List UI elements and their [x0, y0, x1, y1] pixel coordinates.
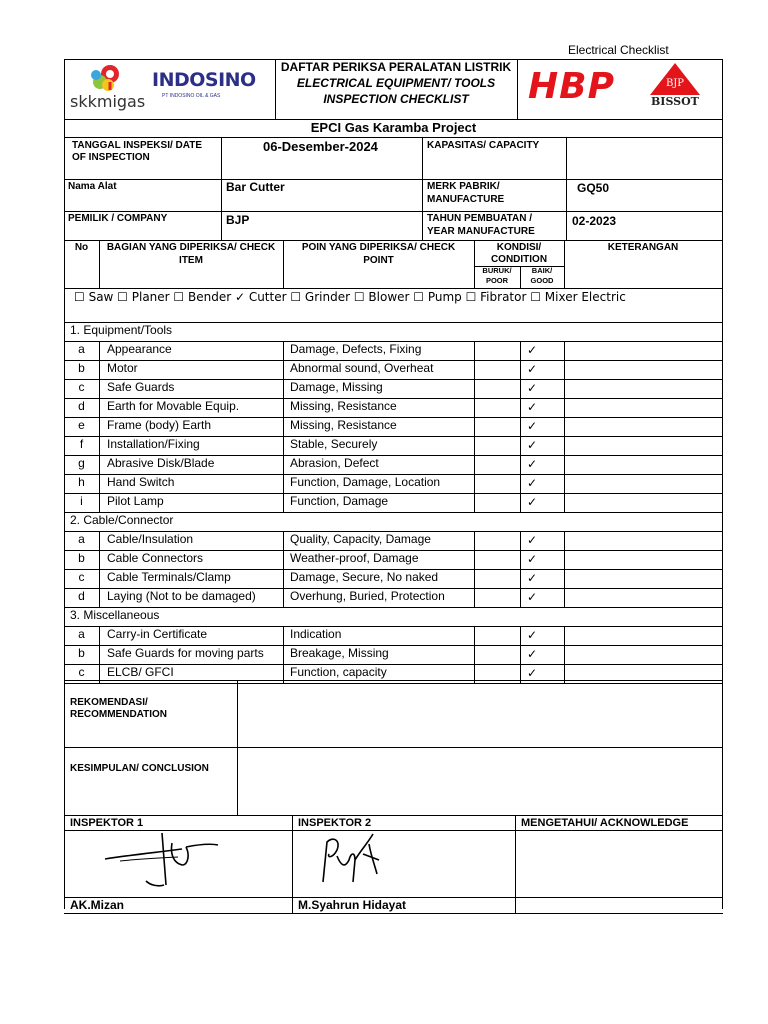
title-line-1: DAFTAR PERIKSA PERALATAN LISTRIK — [280, 60, 512, 74]
table-row-good-check[interactable]: ✓ — [527, 533, 538, 547]
table-row-point: Damage, Missing — [290, 380, 383, 394]
cell-border — [520, 379, 521, 398]
cell-border — [283, 645, 284, 664]
table-row-point: Stable, Securely — [290, 437, 378, 451]
cell-border — [283, 436, 284, 455]
cell-border — [564, 474, 565, 493]
cell-border — [474, 360, 475, 379]
table-row-no: b — [78, 361, 85, 375]
table-row-item: Hand Switch — [107, 475, 175, 489]
table-row-no: e — [78, 418, 85, 432]
skkmigas-text: skkmigas — [70, 92, 146, 111]
cell-border — [474, 379, 475, 398]
table-row-no: h — [78, 475, 85, 489]
table-row-no: c — [78, 380, 85, 394]
col-no-header: No — [74, 242, 89, 253]
table-row-no: b — [78, 551, 85, 565]
table-row-point: Function, Damage — [290, 494, 389, 508]
cell-border — [283, 588, 284, 607]
project-title: EPCI Gas Karamba Project — [310, 120, 477, 135]
table-row-item: Motor — [107, 361, 138, 375]
cell-border — [520, 474, 521, 493]
cell-border — [474, 626, 475, 645]
col-point-header-2: POINT — [363, 255, 394, 266]
tool-value: Bar Cutter — [226, 180, 285, 194]
manufacturer-label-2: MANUFACTURE — [427, 194, 505, 205]
recommendation-label-2: RECOMMENDATION — [70, 709, 168, 720]
table-row-item: Safe Guards — [107, 380, 175, 394]
cell-border — [283, 360, 284, 379]
table-row-good-check[interactable]: ✓ — [527, 628, 538, 642]
cell-border — [520, 341, 521, 360]
title-line-3: INSPECTION CHECKLIST — [323, 92, 469, 106]
cell-border — [520, 550, 521, 569]
cell-border — [564, 379, 565, 398]
table-row-good-check[interactable]: ✓ — [527, 647, 538, 661]
bissot-text: BISSOT — [651, 95, 699, 108]
table-row-good-check[interactable]: ✓ — [527, 571, 538, 585]
table-row-item: Installation/Fixing — [107, 437, 200, 451]
table-row-no: d — [78, 589, 85, 603]
owner-value: BJP — [226, 213, 250, 227]
cell-border — [99, 436, 100, 455]
cell-border — [99, 417, 100, 436]
hbp-logo: HBP — [528, 66, 615, 107]
table-row-no: f — [79, 437, 84, 451]
table-row-no: d — [78, 399, 85, 413]
cell-border — [564, 436, 565, 455]
cell-border — [99, 550, 100, 569]
table-row-good-check[interactable]: ✓ — [527, 438, 538, 452]
acknowledge-label: MENGETAHUI/ ACKNOWLEDGE — [521, 817, 689, 829]
cell-border — [474, 341, 475, 360]
skkmigas-logo — [68, 60, 152, 116]
cell-border — [283, 626, 284, 645]
date-value: 06-Desember-2024 — [263, 139, 378, 154]
table-row-good-check[interactable]: ✓ — [527, 552, 538, 566]
conclusion-label: KESIMPULAN/ CONCLUSION — [70, 763, 209, 774]
table-row-good-check[interactable]: ✓ — [527, 381, 538, 395]
year-label-2: YEAR MANUFACTURE — [427, 226, 535, 237]
cell-border — [283, 417, 284, 436]
cell-border — [564, 360, 565, 379]
section-title: 3. Miscellaneous — [70, 608, 160, 622]
table-row-item: Cable Terminals/Clamp — [107, 570, 231, 584]
cell-border — [99, 531, 100, 550]
table-row-item: Laying (Not to be damaged) — [107, 589, 256, 603]
cell-border — [474, 493, 475, 512]
indosino-text: INDOSINO — [152, 69, 256, 91]
cell-border — [564, 626, 565, 645]
cell-border — [564, 398, 565, 417]
cell-border — [283, 341, 284, 360]
cell-border — [474, 474, 475, 493]
cell-border — [283, 398, 284, 417]
table-row-point: Damage, Secure, No naked — [290, 570, 439, 584]
indosino-subtitle: PT INDOSINO OIL & GAS — [162, 93, 221, 99]
table-row-item: Frame (body) Earth — [107, 418, 212, 432]
col-good-header-1: BAIK/ — [531, 266, 553, 275]
table-row-good-check[interactable]: ✓ — [527, 419, 538, 433]
table-row-point: Overhung, Buried, Protection — [290, 589, 445, 603]
table-row-point: Weather-proof, Damage — [290, 551, 419, 565]
table-row-item: Abrasive Disk/Blade — [107, 456, 215, 470]
cell-border — [520, 626, 521, 645]
cell-border — [99, 341, 100, 360]
table-row-no: c — [78, 570, 85, 584]
cell-border — [474, 588, 475, 607]
date-label-1: TANGGAL INSPEKSI/ DATE — [72, 140, 203, 151]
section-title: 2. Cable/Connector — [70, 513, 174, 527]
inspector2-label: INSPEKTOR 2 — [298, 817, 372, 829]
cell-border — [99, 455, 100, 474]
year-label-1: TAHUN PEMBUATAN / — [427, 213, 532, 224]
table-row-point: Abnormal sound, Overheat — [290, 361, 434, 375]
table-row-point: Function, capacity — [290, 665, 387, 679]
col-item-header-1: BAGIAN YANG DIPERIKSA/ CHECK — [106, 242, 276, 253]
row-divider — [64, 683, 723, 684]
cell-border — [99, 474, 100, 493]
table-row-point: Missing, Resistance — [290, 418, 397, 432]
equipment-type-options: ☐ Saw ☐ Planer ☐ Bender ✓ Cutter ☐ Grinder ☐ Blower ☐ Pump ☐ Fibrator ☐ Mixer Electric — [74, 290, 626, 304]
inspector1-signature-icon — [100, 825, 230, 895]
col-remarks-header: KETERANGAN — [607, 242, 679, 253]
table-row-point: Damage, Defects, Fixing — [290, 342, 422, 356]
table-row-no: c — [78, 665, 85, 679]
cell-border — [520, 569, 521, 588]
table-row-good-check[interactable]: ✓ — [527, 495, 538, 509]
cell-border — [99, 360, 100, 379]
cell-border — [283, 474, 284, 493]
tool-label: Nama Alat — [68, 181, 117, 192]
table-row-no: a — [78, 342, 85, 356]
inspector1-name: AK.Mizan — [70, 898, 124, 912]
table-row-item: Carry-in Certificate — [107, 627, 208, 641]
section-title: 1. Equipment/Tools — [70, 323, 173, 337]
cell-border — [564, 550, 565, 569]
table-row-good-check[interactable]: ✓ — [527, 362, 538, 376]
cell-border — [99, 379, 100, 398]
col-point-header-1: POIN YANG DIPERIKSA/ CHECK — [301, 242, 456, 253]
cell-border — [283, 569, 284, 588]
table-row-item: ELCB/ GFCI — [107, 665, 174, 679]
cell-border — [474, 455, 475, 474]
col-condition-header-1: KONDISI/ — [496, 242, 542, 253]
cell-border — [474, 569, 475, 588]
col-good-header-2: GOOD — [530, 276, 554, 285]
cell-border — [520, 417, 521, 436]
table-row-no: b — [78, 646, 85, 660]
owner-label: PEMILIK / COMPANY — [68, 213, 168, 224]
cell-border — [283, 455, 284, 474]
cell-border — [474, 398, 475, 417]
col-item-header-2: ITEM — [179, 255, 203, 266]
cell-border — [564, 569, 565, 588]
inspector1-label: INSPEKTOR 1 — [70, 817, 144, 829]
indosino-logo — [152, 69, 256, 110]
cell-border — [520, 360, 521, 379]
recommendation-label-1: REKOMENDASI/ — [70, 697, 148, 708]
cell-border — [520, 398, 521, 417]
inspector2-name: M.Syahrun Hidayat — [298, 898, 407, 912]
cell-border — [474, 645, 475, 664]
table-row-no: i — [80, 494, 83, 508]
date-label-2: OF INSPECTION — [72, 152, 150, 163]
table-row-no: g — [78, 456, 85, 470]
table-row-point: Breakage, Missing — [290, 646, 389, 660]
cell-border — [99, 569, 100, 588]
cell-border — [99, 645, 100, 664]
table-row-good-check[interactable]: ✓ — [527, 343, 538, 357]
table-row-item: Cable/Insulation — [107, 532, 194, 546]
cell-border — [99, 626, 100, 645]
cell-border — [474, 550, 475, 569]
cell-border — [564, 645, 565, 664]
cell-border — [564, 417, 565, 436]
table-row-item: Earth for Movable Equip. — [107, 399, 240, 413]
page-label: Electrical Checklist — [568, 43, 669, 57]
cell-border — [520, 455, 521, 474]
manufacturer-value: GQ50 — [577, 181, 610, 195]
cell-border — [283, 550, 284, 569]
col-poor-header-2: POOR — [485, 276, 509, 285]
table-row-good-check[interactable]: ✓ — [527, 590, 538, 604]
capacity-label: KAPASITAS/ CAPACITY — [427, 140, 540, 151]
cell-border — [520, 493, 521, 512]
table-row-point: Quality, Capacity, Damage — [290, 532, 431, 546]
table-row-no: a — [78, 627, 85, 641]
cell-border — [520, 588, 521, 607]
table-row-point: Indication — [290, 627, 342, 641]
cell-border — [474, 531, 475, 550]
cell-border — [99, 493, 100, 512]
table-row-good-check[interactable]: ✓ — [527, 666, 538, 680]
cell-border — [283, 379, 284, 398]
table-row-point: Abrasion, Defect — [290, 456, 379, 470]
table-row-point: Missing, Resistance — [290, 399, 397, 413]
cell-border — [520, 531, 521, 550]
cell-border — [564, 588, 565, 607]
cell-border — [283, 493, 284, 512]
row-divider — [64, 607, 723, 608]
bjp-badge-text: BJP — [665, 78, 685, 89]
table-row-good-check[interactable]: ✓ — [527, 476, 538, 490]
year-value: 02-2023 — [572, 214, 617, 228]
col-poor-header-1: BURUK/ — [482, 266, 512, 275]
cell-border — [99, 588, 100, 607]
cell-border — [520, 436, 521, 455]
cell-border — [283, 531, 284, 550]
table-row-good-check[interactable]: ✓ — [527, 400, 538, 414]
title-line-2: ELECTRICAL EQUIPMENT/ TOOLS — [296, 76, 496, 90]
cell-border — [520, 645, 521, 664]
cell-border — [564, 493, 565, 512]
manufacturer-label-1: MERK PABRIK/ — [427, 181, 500, 192]
cell-border — [564, 531, 565, 550]
bjp-bissot-logo — [648, 62, 702, 112]
table-row-good-check[interactable]: ✓ — [527, 457, 538, 471]
cell-border — [474, 436, 475, 455]
table-row-no: a — [78, 532, 85, 546]
inspector2-signature-icon — [315, 830, 395, 890]
table-row-item: Safe Guards for moving parts — [107, 646, 264, 660]
table-row-point: Function, Damage, Location — [290, 475, 441, 489]
col-condition-header-2: CONDITION — [490, 254, 548, 265]
cell-border — [99, 398, 100, 417]
table-row-item: Pilot Lamp — [107, 494, 164, 508]
cell-border — [564, 341, 565, 360]
cell-border — [474, 417, 475, 436]
table-row-item: Appearance — [107, 342, 172, 356]
cell-border — [564, 455, 565, 474]
table-row-item: Cable Connectors — [107, 551, 204, 565]
